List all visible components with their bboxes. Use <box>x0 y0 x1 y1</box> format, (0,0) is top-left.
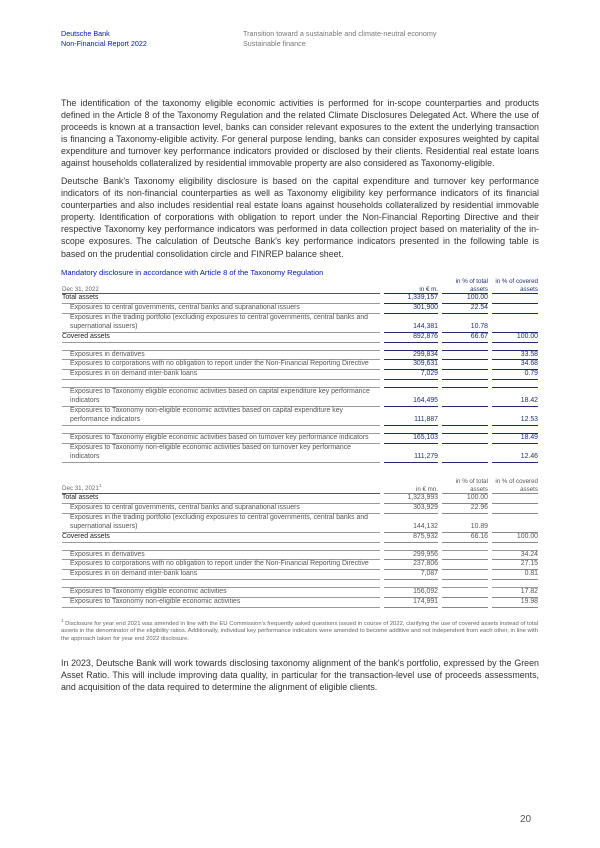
row-value <box>442 387 488 407</box>
table-row <box>62 514 538 533</box>
row-value <box>442 560 488 570</box>
header-middle <box>243 29 437 48</box>
spacer-cell <box>384 380 438 387</box>
date-label: Dec 31, 2021 <box>62 485 99 493</box>
row-value: 0.79 <box>492 370 538 380</box>
row-label: Covered assets <box>62 333 380 343</box>
row-value: 17.82 <box>492 587 538 598</box>
date-header <box>62 478 380 494</box>
row-value <box>492 304 538 314</box>
row-value: 27.15 <box>492 560 538 570</box>
date-label: Dec 31, 2022 <box>62 285 99 293</box>
table-row <box>62 598 538 608</box>
spacer-cell <box>492 343 538 350</box>
table-row <box>62 350 538 361</box>
row-spacer <box>62 580 538 587</box>
row-label: Exposures to Taxonomy eligible economic activities based on turnover key performance indicators <box>62 433 380 444</box>
column-header: in % of covered assets <box>492 278 538 294</box>
row-value: 174,991 <box>384 598 438 608</box>
spacer-cell <box>384 343 438 350</box>
row-value: 0.81 <box>492 570 538 580</box>
chapter-title: Transition toward a sustainable and climate-neutral economy <box>243 29 437 38</box>
row-value <box>442 444 488 463</box>
row-label: Exposures to central governments, central banks and supranational issuers <box>62 304 380 314</box>
row-value: 12.46 <box>492 444 538 463</box>
footnote <box>61 617 539 643</box>
row-value: 164,495 <box>384 387 438 407</box>
column-header: in € m. <box>384 278 438 294</box>
row-label: Exposures in on demand inter-bank loans <box>62 570 380 580</box>
paragraph-eligibility-disclosure: Deutsche Bank's Taxonomy eligibility disclosure is based on the capital expenditure and turnover key performance indicators of its non-financial counterparties as well as Taxonomy eligibility key performance indicators of its financial counterparties and also includes residential real estate loans against households collateralized by residential immovable property. Identification of corporations with obligation to report under the Non-Financial Reporting Directive and their respective Taxonomy key performance indicators was performed in data collection project based on materiality of the in-scope exposures. The calculation of Deutsche Bank's key performance indicators presented in the following table is based on the prudential consolidation circle and FINREP balance sheet. <box>61 176 539 259</box>
row-value <box>492 504 538 514</box>
table-row <box>62 433 538 444</box>
page-number: 20 <box>520 814 532 825</box>
table-title: Mandatory disclosure in accordance with Article 8 of the Taxonomy Regulation <box>61 268 324 277</box>
table-row <box>62 314 538 333</box>
spacer-cell <box>492 543 538 550</box>
row-label: Exposures to Taxonomy non-eligible economic activities based on turnover key performance indicators <box>62 444 380 463</box>
row-value: 100.00 <box>442 494 488 504</box>
row-value: 144,132 <box>384 514 438 533</box>
spacer-cell <box>384 426 438 433</box>
row-label: Exposures in the trading portfolio (excluding exposures to central governments, central banks and supernational issuers) <box>62 314 380 333</box>
row-value <box>442 570 488 580</box>
report-name: Non-Financial Report 2022 <box>61 38 147 48</box>
row-label: Exposures in the trading portfolio (excluding exposures to central governments, central banks and supernational issuers) <box>62 514 380 533</box>
row-value <box>442 360 488 370</box>
taxonomy-table-2021 <box>58 478 542 608</box>
spacer-cell <box>442 543 488 550</box>
row-value: 18.42 <box>492 387 538 407</box>
row-label: Exposures to central governments, central banks and supranational issuers <box>62 504 380 514</box>
row-value: 10.89 <box>442 514 488 533</box>
row-value: 66.16 <box>442 533 488 543</box>
row-value: 111,279 <box>384 444 438 463</box>
row-value <box>492 494 538 504</box>
row-value: 303,929 <box>384 504 438 514</box>
table-row <box>62 304 538 314</box>
row-value <box>442 598 488 608</box>
row-value: 100.00 <box>442 294 488 304</box>
table-row <box>62 570 538 580</box>
column-header: in % of total assets <box>442 478 488 494</box>
row-value: 1,339,157 <box>384 294 438 304</box>
row-value: 34.24 <box>492 550 538 561</box>
spacer-cell <box>492 380 538 387</box>
row-label: Exposures in on demand inter-bank loans <box>62 370 380 380</box>
header-left <box>61 29 147 48</box>
row-value <box>442 587 488 598</box>
row-value: 237,806 <box>384 560 438 570</box>
row-value: 892,876 <box>384 333 438 343</box>
row-value: 33.58 <box>492 350 538 361</box>
column-header: in € mn. <box>384 478 438 494</box>
row-value: 22.54 <box>442 304 488 314</box>
spacer-cell <box>442 343 488 350</box>
row-label: Total assets <box>62 494 380 504</box>
row-value: 19.98 <box>492 598 538 608</box>
row-label: Exposures to corporations with no obligation to report under the Non-Financial Reporting Directive <box>62 560 380 570</box>
table-row <box>62 550 538 561</box>
footnote-text: Disclosure for year end 2021 was amended in line with the EU Commission's frequently asked questions issued in course of 2022, clarifying the use of covered assets instead of total assets in the denominator of the eligibility ratios. Additionally, individual key performance indicators were amended to become additive and not independent from each other, in line with the approach taken for year end 2022 disclosure. <box>61 620 539 642</box>
row-label: Exposures to Taxonomy non-eligible economic activities <box>62 598 380 608</box>
paragraph-outlook: In 2023, Deutsche Bank will work towards disclosing taxonomy alignment of the bank's portfolio, expressed by the Green Asset Ratio. This will include improving data quality, in particular for the transaction-level use of proceeds assessments, and acquisition of the data required to determine the alignment of eligible clients. <box>61 658 539 693</box>
column-header: in % of covered assets <box>492 478 538 494</box>
row-value: 299,834 <box>384 350 438 361</box>
row-value: 7,029 <box>384 370 438 380</box>
row-value <box>442 370 488 380</box>
row-value: 299,956 <box>384 550 438 561</box>
paragraph-eligibility-identification: The identification of the taxonomy eligible economic activities is performed for in-scope counterparties and products defined in the Article 8 of the Taxonomy Regulation and the related Climate Disclosures Delegated Act. Where the use of proceeds is known at a transaction level, banks can consider relevant exposures to the extent the underlying transaction is financing a Taxonomy-eligible activity. For general purpose lending, banks can consider exposures weighted by capital expenditure and turnover key performance indicators provided or disclosed by their clients. Residential real estate loans against households collateralized by residential immovable property are also considered as Taxonomy-eligible. <box>61 98 539 169</box>
row-label: Exposures to corporations with no obligation to report under the Non-Financial Reporting Directive <box>62 360 380 370</box>
table-row <box>62 387 538 407</box>
table-header-row <box>62 478 538 494</box>
row-value <box>492 314 538 333</box>
spacer-cell <box>442 580 488 587</box>
row-value: 34.68 <box>492 360 538 370</box>
table-row <box>62 494 538 504</box>
spacer-cell <box>62 426 380 433</box>
spacer-cell <box>492 580 538 587</box>
spacer-cell <box>442 380 488 387</box>
spacer-cell <box>62 343 380 350</box>
row-label: Exposures in derivatives <box>62 350 380 361</box>
row-value: 12.53 <box>492 407 538 426</box>
spacer-cell <box>492 426 538 433</box>
row-label: Exposures to Taxonomy non-eligible economic activities based on capital expenditure key performance indicators <box>62 407 380 426</box>
row-value: 301,900 <box>384 304 438 314</box>
row-label: Total assets <box>62 294 380 304</box>
row-value: 144,381 <box>384 314 438 333</box>
table-row <box>62 407 538 426</box>
footnote-ref: 1 <box>98 483 102 489</box>
table-row <box>62 360 538 370</box>
table-header-row <box>62 278 538 294</box>
table-row <box>62 333 538 343</box>
row-value <box>442 433 488 444</box>
row-value <box>442 350 488 361</box>
table-row <box>62 294 538 304</box>
spacer-cell <box>442 426 488 433</box>
row-label: Exposures to Taxonomy eligible economic activities based on capital expenditure key performance indicators <box>62 387 380 407</box>
section-title: Sustainable finance <box>243 38 306 48</box>
table-row <box>62 587 538 598</box>
table-row <box>62 533 538 543</box>
taxonomy-table-2022 <box>58 278 542 463</box>
row-value: 66.67 <box>442 333 488 343</box>
row-value: 100.00 <box>492 333 538 343</box>
row-value: 1,323,993 <box>384 494 438 504</box>
row-spacer <box>62 543 538 550</box>
spacer-cell <box>62 380 380 387</box>
column-header: in % of total assets <box>442 278 488 294</box>
spacer-cell <box>62 580 380 587</box>
spacer-cell <box>384 543 438 550</box>
row-label: Exposures in derivatives <box>62 550 380 561</box>
footnote-mark: 1 <box>61 618 64 623</box>
row-value: 165,103 <box>384 433 438 444</box>
row-spacer <box>62 343 538 350</box>
row-value <box>492 294 538 304</box>
table-row <box>62 560 538 570</box>
row-label: Exposures to Taxonomy eligible economic activities <box>62 587 380 598</box>
spacer-cell <box>62 543 380 550</box>
row-spacer <box>62 426 538 433</box>
table-row <box>62 370 538 380</box>
row-value <box>442 550 488 561</box>
row-value <box>442 407 488 426</box>
spacer-cell <box>384 580 438 587</box>
company-name: Deutsche Bank <box>61 29 110 38</box>
row-value: 22.96 <box>442 504 488 514</box>
row-spacer <box>62 380 538 387</box>
row-value: 309,631 <box>384 360 438 370</box>
row-value: 18.49 <box>492 433 538 444</box>
row-value: 875,932 <box>384 533 438 543</box>
row-value: 100.00 <box>492 533 538 543</box>
date-header <box>62 278 380 294</box>
row-label: Covered assets <box>62 533 380 543</box>
row-value: 10.78 <box>442 314 488 333</box>
table-row <box>62 444 538 463</box>
table-row <box>62 504 538 514</box>
row-value: 7,087 <box>384 570 438 580</box>
row-value: 156,092 <box>384 587 438 598</box>
row-value: 111,887 <box>384 407 438 426</box>
row-value <box>492 514 538 533</box>
